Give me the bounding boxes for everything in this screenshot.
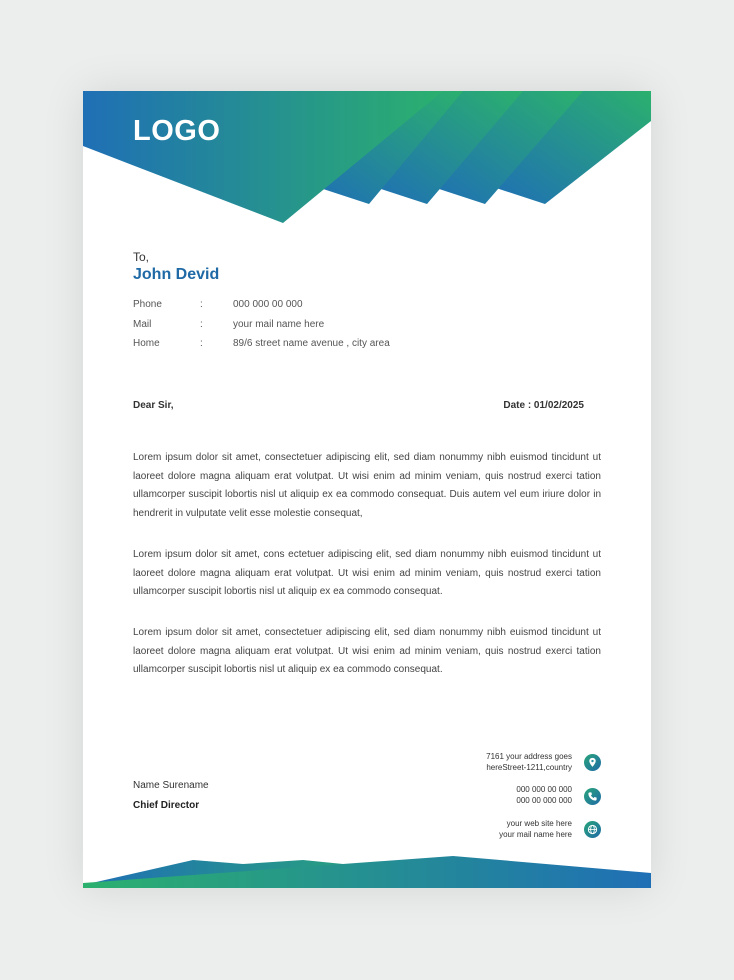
info-row-home (133, 338, 390, 358)
body-paragraph: Lorem ipsum dolor sit amet, consectetuer adipiscing elit, sed diam nonummy nibh euismod tincidunt ut laoreet dolore magna aliquam erat volutpat. Ut wisi enim ad minim veniam, quis nostrud exerci tation ullamcorper suscipit lobortis nisl ut aliquip ex ea commodo consequat. (133, 627, 601, 675)
info-colon: : (200, 338, 203, 349)
info-row-mail (133, 319, 390, 339)
contact-phones (516, 785, 572, 806)
body-paragraph: Lorem ipsum dolor sit amet, cons ectetuer adipiscing elit, sed diam nonummy nibh euismod tincidunt ut laoreet dolore magna aliquam erat volutpat. Ut wisi enim ad minim veniam, quis nostrud exerci tation ullamcorper suscipit lobortis nisl ut aliquip ex ea commodo consequat. (133, 549, 601, 597)
letter-date: Date : 01/02/2025 (503, 400, 584, 411)
contact-address (486, 752, 572, 773)
phone-line: 000 000 00 000 (516, 785, 572, 794)
email-line: your mail name here (499, 829, 572, 839)
to-label: To, (133, 250, 150, 264)
location-pin-icon (584, 754, 601, 771)
globe-icon (584, 821, 601, 838)
info-label: Home (133, 338, 160, 349)
info-value: 89/6 street name avenue , city area (233, 338, 390, 349)
info-value: your mail name here (233, 318, 325, 330)
signatory-name: Name Surename (133, 780, 209, 791)
logo: LOGO (133, 115, 221, 147)
letterhead-page (83, 91, 651, 888)
header-graphic (83, 91, 651, 231)
phone-icon (584, 788, 601, 805)
recipient-name: John Devid (133, 266, 220, 283)
info-label: Mail (133, 318, 152, 330)
phone-line: 000 00 000 000 (516, 795, 572, 805)
info-row-phone (133, 299, 390, 319)
signatory-title: Chief Director (133, 800, 200, 811)
address-line: 7161 your address goes (486, 752, 572, 761)
salutation: Dear Sir, (133, 400, 174, 411)
website-line: your web site here (506, 819, 572, 828)
address-line: hereStreet-1211,country (486, 762, 572, 772)
info-value: 000 000 00 000 (233, 299, 303, 310)
recipient-info (133, 299, 390, 358)
body-paragraph: Lorem ipsum dolor sit amet, consectetuer adipiscing elit, sed diam nonummy nibh euismod tincidunt ut laoreet dolore magna aliquam erat volutpat. Ut wisi enim ad minim veniam, quis nostrud exerci tation ullamcorper suscipit lobortis nisl ut aliquip ex ea commodo consequat. Duis autem vel eum iriure dolor in hendrerit in vulputate velit esse molestie consequat, (133, 452, 601, 519)
info-colon: : (200, 318, 203, 330)
footer-graphic (83, 848, 651, 888)
contact-web (499, 819, 572, 840)
info-colon: : (200, 299, 203, 310)
info-label: Phone (133, 299, 162, 310)
